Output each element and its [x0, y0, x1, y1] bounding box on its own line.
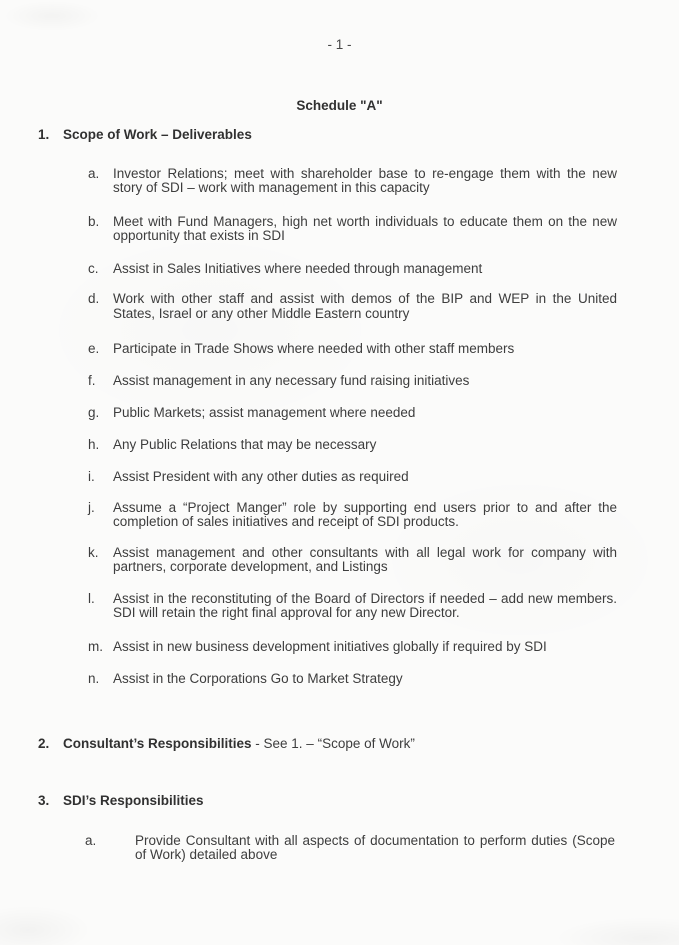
- list-item-c: [0, 262, 679, 277]
- list-item-j: [0, 501, 679, 530]
- item-i-text: Assist President with any other duties as required: [113, 469, 409, 484]
- section-3-number: 3.: [38, 793, 50, 808]
- item-c-text: Assist in Sales Initiatives where needed through management: [113, 260, 483, 276]
- list-item-d: [0, 292, 679, 321]
- item-f-text: Assist management in any necessary fund raising initiatives: [113, 372, 470, 388]
- item-3a-marker: a.: [85, 832, 97, 848]
- item-3a-text: Provide Consultant with all aspects of documentation to perform duties (Scope of Work) detailed above: [135, 832, 615, 862]
- list-item-n: [0, 672, 679, 687]
- item-n-text: Assist in the Corporations Go to Market Strategy: [113, 671, 403, 686]
- item-i-marker: i.: [88, 469, 95, 484]
- item-h-text: Any Public Relations that may be necessary: [113, 436, 377, 452]
- list-item-g: [0, 406, 679, 421]
- item-j-text: Assume a “Project Manger” role by supporting end users prior to and after the completion of sales initiatives and receipt of SDI products.: [113, 499, 617, 529]
- item-g-marker: g.: [88, 405, 100, 420]
- section-2-heading: [0, 737, 679, 752]
- item-c-marker: c.: [88, 260, 99, 276]
- list-item-m: [0, 640, 679, 655]
- document-title: Schedule "A": [296, 97, 383, 113]
- item-f-marker: f.: [88, 372, 96, 388]
- section-3-heading: [0, 794, 679, 809]
- list-item-l: [0, 592, 679, 621]
- section-3-title: SDI’s Responsibilities: [63, 793, 204, 808]
- item-b-text: Meet with Fund Managers, high net worth individuals to educate them on the new opportunity that exists in SDI: [113, 213, 617, 243]
- section-1-number: 1.: [38, 127, 50, 142]
- item-e-text: Participate in Trade Shows where needed with other staff members: [113, 341, 515, 356]
- item-l-text: Assist in the reconstituting of the Board of Directors if needed – add new members. SDI will retain the right final approval for any new Director.: [113, 590, 617, 620]
- section-1-title: Scope of Work – Deliverables: [63, 127, 252, 142]
- item-d-text: Work with other staff and assist with demos of the BIP and WEP in the United States, Israel or any other Middle Eastern country: [113, 291, 617, 321]
- item-k-marker: k.: [88, 544, 99, 560]
- item-g-text: Public Markets; assist management where needed: [113, 405, 416, 420]
- list-item-b: [0, 215, 679, 244]
- section-2-title: Consultant’s Responsibilities: [63, 735, 252, 751]
- item-e-marker: e.: [88, 341, 100, 356]
- item-b-marker: b.: [88, 213, 100, 229]
- item-h-marker: h.: [88, 436, 100, 452]
- section-2-suffix: - See 1. – “Scope of Work”: [251, 735, 415, 751]
- item-l-marker: l.: [88, 590, 95, 606]
- item-a-marker: a.: [88, 165, 100, 181]
- item-k-text: Assist management and other consultants with all legal work for company with partners, corporate development, and Listings: [113, 544, 617, 574]
- item-m-marker: m.: [88, 638, 103, 654]
- item-n-marker: n.: [88, 671, 100, 686]
- page-number: - 1 -: [327, 37, 352, 52]
- list-item-h: [0, 438, 679, 453]
- item-a-text: Investor Relations; meet with shareholder base to re-engage them with the new story of SDI – work with management in this capacity: [113, 165, 617, 195]
- list-item-k: [0, 546, 679, 575]
- item-j-marker: j.: [88, 499, 95, 515]
- item-m-text: Assist in new business development initiatives globally if required by SDI: [113, 638, 547, 654]
- list-item-3a: [0, 834, 679, 863]
- item-d-marker: d.: [88, 291, 100, 306]
- list-item-i: [0, 470, 679, 485]
- list-item-f: [0, 374, 679, 389]
- section-2-number: 2.: [38, 735, 50, 751]
- list-item-a: [0, 167, 679, 196]
- list-item-e: [0, 342, 679, 357]
- section-1-heading: [0, 128, 679, 143]
